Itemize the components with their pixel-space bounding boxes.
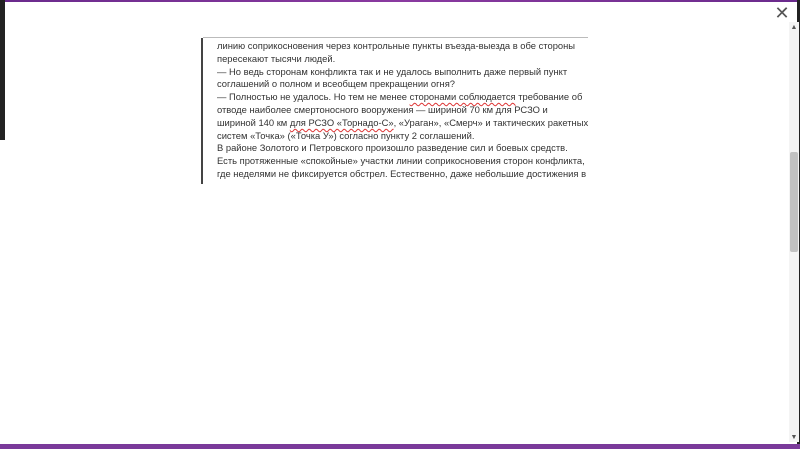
- quote-top-divider: [203, 37, 588, 38]
- close-button[interactable]: [768, 2, 796, 24]
- article-body: [217, 40, 589, 181]
- spellcheck-underlined-text[interactable]: сторонами соблюдается: [409, 91, 516, 103]
- vertical-scrollbar[interactable]: [789, 22, 799, 442]
- article-paragraph: [217, 91, 589, 142]
- left-window-edge: [0, 0, 5, 140]
- scroll-up-arrow-icon[interactable]: ▲: [790, 23, 798, 31]
- paragraph-text: требование об отводе наиболее смертоносного вооружения — шириной 70 км для РСЗО и шириной 140 км: [217, 91, 583, 128]
- article-paragraph: линию соприкосновения через контрольные пункты въезда-выезда в обе стороны пересекают тысячи людей.: [217, 40, 576, 64]
- scrollbar-thumb[interactable]: [790, 152, 798, 252]
- paragraph-text: , «Ураган», «Смерч» и тактических ракетных систем «Точка» («Точка У») согласно пункту 2 соглашений.: [217, 116, 589, 141]
- window-top-accent: [0, 0, 800, 2]
- article-paragraph: В районе Золотого и Петровского произошло разведение сил и боевых средств. Есть протяженные «спокойные» участки линии соприкосновения сторон конфликта, где неделями не фиксируется обстрел. Естественно, даже небольшие достижения в: [217, 142, 587, 179]
- article-paragraph: — Но ведь сторонам конфликта так и не удалось выполнить даже первый пункт соглашений о полном и всеобщем прекращении огня?: [217, 65, 568, 90]
- spellcheck-underlined-text[interactable]: для РСЗО «Торнадо-С»: [289, 116, 394, 128]
- close-icon: ✕: [774, 2, 790, 23]
- paragraph-text: — Полностью не удалось. Но тем не менее: [217, 91, 410, 103]
- window-bottom-accent: [0, 444, 800, 449]
- scroll-down-arrow-icon[interactable]: ▼: [790, 433, 798, 441]
